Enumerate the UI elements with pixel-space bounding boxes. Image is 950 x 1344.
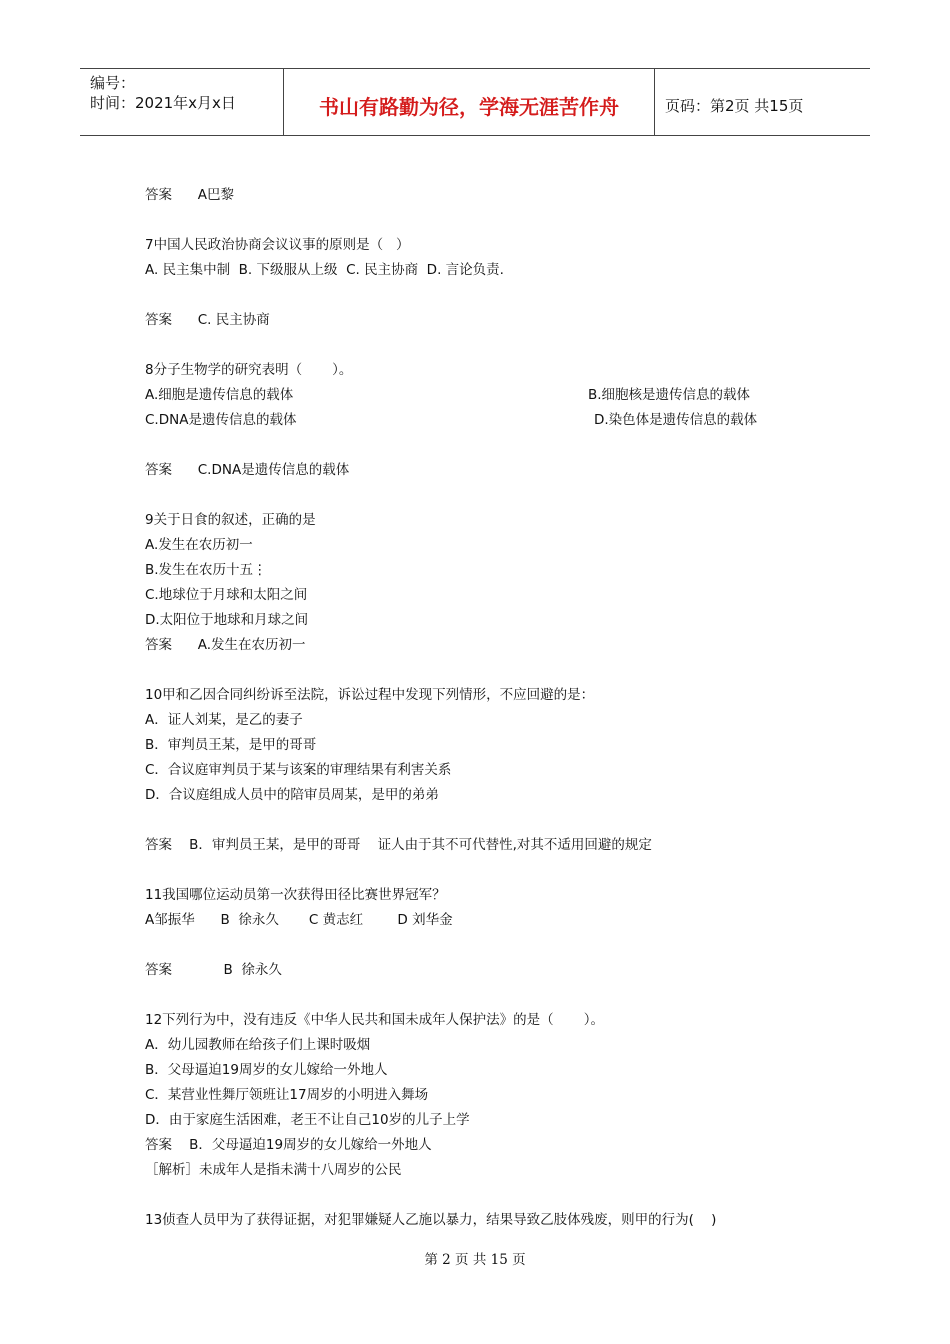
question-9-option-d: D.太阳位于地球和月球之间 <box>145 612 309 628</box>
header-page-info: 页码：第2页 共15页 <box>665 96 804 115</box>
answer-12: 答案 B．父母逼迫19周岁的女儿嫁给一外地人 <box>145 1137 432 1153</box>
answer-9: 答案 A.发生在农历初一 <box>145 637 306 653</box>
question-12-option-a: A．幼儿园教师在给孩子们上课时吸烟 <box>145 1037 371 1053</box>
question-8-option-a: A.细胞是遗传信息的载体 <box>145 387 294 403</box>
analysis-12: ［解析］未成年人是指未满十八周岁的公民 <box>145 1162 402 1178</box>
header-motto: 书山有路勤为径，学海无涯苦作舟 <box>283 69 655 135</box>
question-11-options: A邹振华 B 徐永久 C 黄志红 D 刘华金 <box>145 912 453 928</box>
question-10-option-b: B．审判员王某，是甲的哥哥 <box>145 737 317 753</box>
question-8-option-d: D.染色体是遗传信息的载体 <box>594 412 758 428</box>
question-10-option-d: D．合议庭组成人员中的陪审员周某，是甲的弟弟 <box>145 787 439 803</box>
page-header <box>80 68 870 136</box>
question-10-option-a: A．证人刘某，是乙的妻子 <box>145 712 303 728</box>
answer-6: 答案 A巴黎 <box>145 187 234 203</box>
answer-7: 答案 C. 民主协商 <box>145 312 270 328</box>
header-info-cell <box>80 69 283 135</box>
answer-10: 答案 B．审判员王某，是甲的哥哥 证人由于其不可代替性,对其不适用回避的规定 <box>145 837 652 853</box>
question-9-option-a: A.发生在农历初一 <box>145 537 253 553</box>
question-7-options: A. 民主集中制 B. 下级服从上级 C. 民主协商 D. 言论负责. <box>145 262 504 278</box>
question-7: 7中国人民政治协商会议议事的原则是（ ） <box>145 237 410 253</box>
question-12-option-b: B．父母逼迫19周岁的女儿嫁给一外地人 <box>145 1062 388 1078</box>
question-10-option-c: C．合议庭审判员于某与该案的审理结果有利害关系 <box>145 762 452 778</box>
question-10: 10甲和乙因合同纠纷诉至法院，诉讼过程中发现下列情形，不应回避的是： <box>145 687 595 703</box>
question-12-option-c: C．某营业性舞厅领班让17周岁的小明进入舞场 <box>145 1087 429 1103</box>
question-12-option-d: D．由于家庭生活困难，老王不让自己10岁的儿子上学 <box>145 1112 470 1128</box>
question-9-option-b: B.发生在农历十五⋮ <box>145 562 267 578</box>
question-8-option-c: C.DNA是遗传信息的载体 <box>145 412 297 428</box>
question-8: 8分子生物学的研究表明（ ）。 <box>145 362 353 378</box>
page-footer: 第 2 页 共 15 页 <box>424 1252 526 1268</box>
document-time: 时间：2021年x月x日 <box>90 94 236 112</box>
document-number: 编号： <box>90 74 136 92</box>
question-12: 12下列行为中，没有违反《中华人民共和国未成年人保护法》的是（ ）。 <box>145 1012 604 1028</box>
question-8-option-b: B.细胞核是遗传信息的载体 <box>588 387 751 403</box>
question-11: 11我国哪位运动员第一次获得田径比赛世界冠军？ <box>145 887 446 903</box>
answer-8: 答案 C.DNA是遗传信息的载体 <box>145 462 350 478</box>
answer-11: 答案 B 徐永久 <box>145 962 282 978</box>
question-9: 9关于日食的叙述，正确的是 <box>145 512 316 528</box>
question-13: 13侦查人员甲为了获得证据，对犯罪嫌疑人乙施以暴力，结果导致乙肢体残废，则甲的行为( ) <box>145 1212 717 1228</box>
question-9-option-c: C.地球位于月球和太阳之间 <box>145 587 308 603</box>
